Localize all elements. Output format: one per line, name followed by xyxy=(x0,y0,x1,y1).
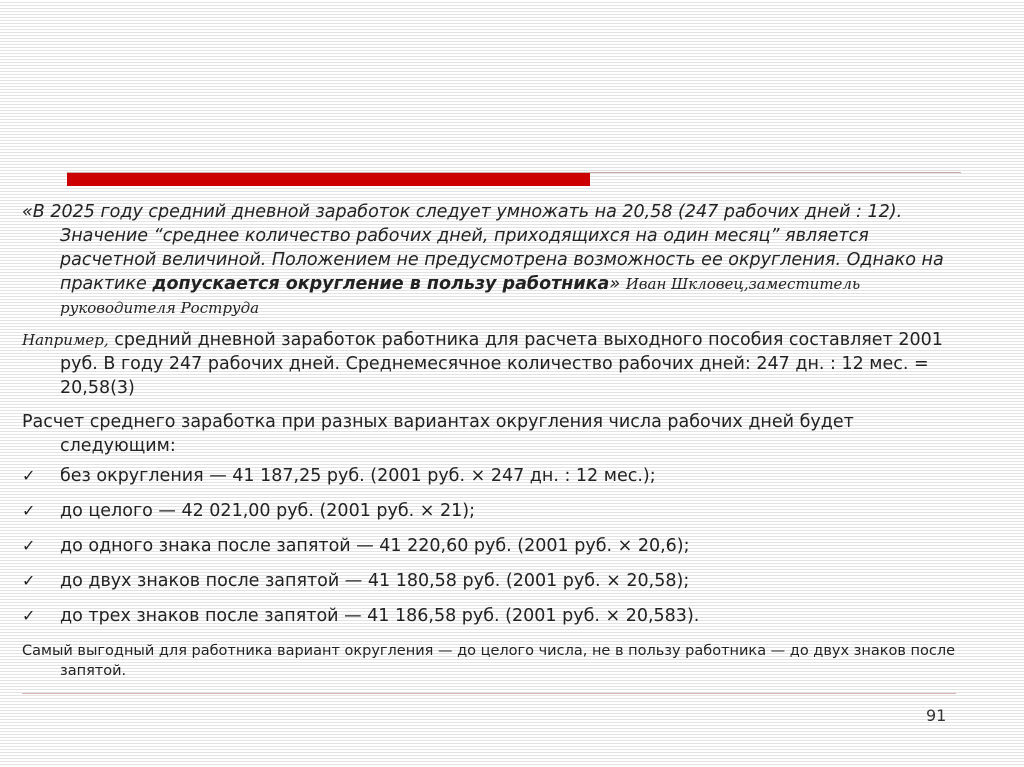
checkmark-icon: ✓ xyxy=(22,466,36,485)
calc-intro: Расчет среднего заработка при разных вариантах округления числа рабочих дней будет следующим: xyxy=(22,412,854,456)
variant-text: без округления — 41 187,25 руб. (2001 руб. × 247 дн. : 12 мес.); xyxy=(60,466,656,486)
checkmark-icon: ✓ xyxy=(22,571,36,590)
checkmark-icon: ✓ xyxy=(22,606,36,625)
variant-text: до одного знака после запятой — 41 220,60 руб. (2001 руб. × 20,6); xyxy=(60,536,690,556)
example-lead: Например, xyxy=(22,331,109,349)
list-item xyxy=(22,604,962,639)
list-item xyxy=(22,569,962,604)
variant-text: до двух знаков после запятой — 41 180,58 руб. (2001 руб. × 20,58); xyxy=(60,571,690,591)
slide-content xyxy=(22,200,962,681)
quote-paragraph xyxy=(22,200,962,320)
checkmark-icon: ✓ xyxy=(22,501,36,520)
variant-text: до целого — 42 021,00 руб. (2001 руб. × 21); xyxy=(60,501,476,521)
list-item xyxy=(22,464,962,499)
list-item xyxy=(22,499,962,534)
example-paragraph xyxy=(22,328,962,400)
checkmark-icon: ✓ xyxy=(22,536,36,555)
red-accent-bar xyxy=(67,173,590,186)
page-number: 91 xyxy=(926,706,947,725)
list-item xyxy=(22,534,962,569)
bottom-rule xyxy=(22,693,956,694)
variants-list xyxy=(22,464,962,639)
quote-bold-text: допускается округление в пользу работника xyxy=(152,274,610,294)
quote-text: «В 2025 году средний дневной заработок следует умножать на 20,58 (247 рабочих дней : 12). Значение “среднее количество рабочих дней, приходящихся на один месяц” является расчетной величиной. Положением не предусмотрена возможность ее округления. Однако на практике xyxy=(22,202,944,294)
variant-text: до трех знаков после запятой — 41 186,58 руб. (2001 руб. × 20,583). xyxy=(60,606,700,626)
quote-author: Иван Шкловец,заместитель руководителя Роструда xyxy=(60,275,861,317)
quote-close-mark: » xyxy=(609,274,621,294)
example-text: средний дневной заработок работника для расчета выходного пособия составляет 2001 руб. В году 247 рабочих дней. Среднемесячное количество рабочих дней: 247 дн. : 12 мес. = 20,58(3) xyxy=(60,330,943,398)
conclusion-text: Самый выгодный для работника вариант округления — до целого числа, не в пользу работника — до двух знаков после запятой. xyxy=(22,643,956,679)
